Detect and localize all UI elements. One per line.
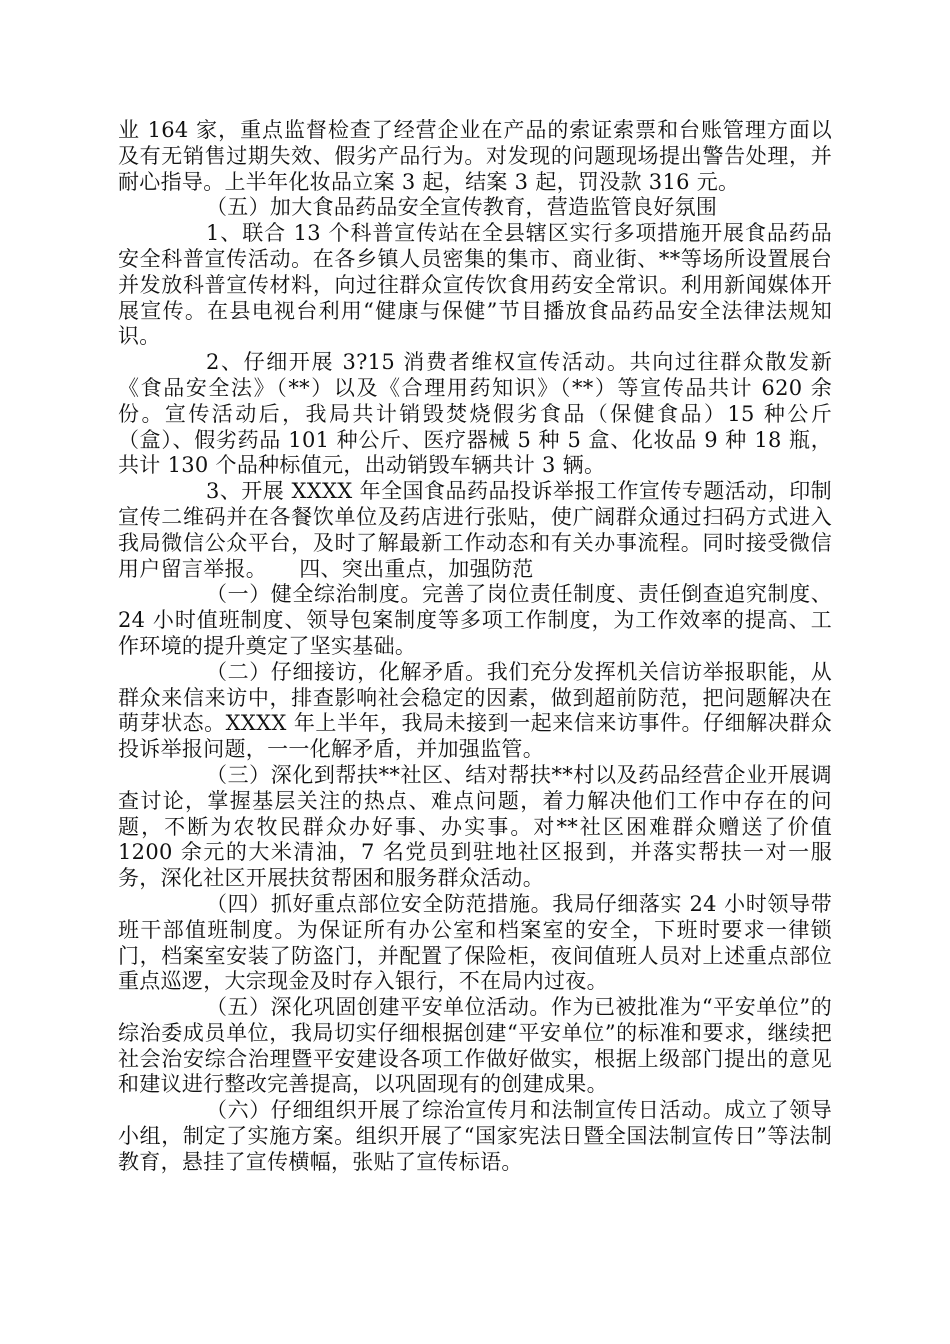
- paragraph-supervision-summary: 业 164 家，重点监督检查了经营企业在产品的索证索票和台账管理方面以及有无销售过期失效、假劣产品行为。对发现的问题现场提出警告处理，并耐心指导。上半年化妆品立案 3 起，结案 3 起，罚没款 316 元。: [118, 118, 832, 194]
- section-heading-publicity: （五）加大食品药品安全宣传教育，营造监管良好氛围: [206, 195, 718, 220]
- paragraph-legal-publicity: （六）仔细组织开展了综治宣传月和法制宣传日活动。成立了领导小组，制定了实施方案。组织开展了“国家宪法日暨全国法制宣传日”等法制教育，悬挂了宣传横幅，张贴了宣传标语。: [118, 1098, 832, 1174]
- paragraph-petition-handling: （二）仔细接访，化解矛盾。我们充分发挥机关信访举报职能，从群众来信来访中，排查影响社会稳定的因素，做到超前防范，把问题解决在萌芽状态。XXXX 年上半年，我局未接到一起来信来访事件。仔细解决群众投诉举报问题，一一化解矛盾，并加强监管。: [118, 659, 832, 762]
- paragraph-safe-unit: （五）深化巩固创建平安单位活动。作为已被批准为“平安单位”的综治委成员单位，我局切实仔细根据创建“平安单位”的标准和要求，继续把社会治安综合治理暨平安建设各项工作做好做实，根据上级部门提出的意见和建议进行整改完善提高，以巩固现有的创建成果。: [118, 995, 832, 1097]
- paragraph-safety-measures: （四）抓好重点部位安全防范措施。我局仔细落实 24 小时领导带班干部值班制度。为保证所有办公室和档案室的安全，下班时要求一律锁门，档案室安装了防盗门，并配置了保险柜，夜间值班人员对上述重点部位重点巡逻，大宗现金及时存入银行，不在局内过夜。: [118, 891, 832, 994]
- paragraph-consumer-rights: 2、仔细开展 3?15 消费者维权宣传活动。共向过往群众散发新《食品安全法》（**）以及《合理用药知识》（**）等宣传品共计 620 余份。宣传活动后，我局共计销毁焚烧假劣食品（保健食品）15 种公斤（盒）、假劣药品 101 种公斤、医疗器械 5 种 5 盒、化妆品 9 种 18 瓶，共计 130 个品种标值元，出动销毁车辆共计 3 辆。: [118, 350, 832, 478]
- paragraph-complaint-reporting: 3、开展 XXXX 年全国食品药品投诉举报工作宣传专题活动，印制宣传二维码并在各餐饮单位及药店进行张贴，使广阔群众通过扫码方式进入我局微信公众平台，及时了解最新工作动态和有关办事流程。同时接受微信用户留言举报。 四、突出重点，加强防范: [118, 479, 832, 581]
- paragraph-comprehensive-system: （一）健全综治制度。完善了岗位责任制度、责任倒查追究制度、24 小时值班制度、领导包案制度等多项工作制度，为工作效率的提高、工作环境的提升奠定了坚实基础。: [118, 582, 832, 658]
- paragraph-science-publicity: 1、联合 13 个科普宣传站在全县辖区实行多项措施开展食品药品安全科普宣传活动。在各乡镇人员密集的集市、商业街、**等场所设置展台并发放科普宣传材料，向过往群众宣传饮食用药安全常识。利用新闻媒体开展宣传。在县电视台利用“健康与保健”节目播放食品药品安全法律法规知识。: [118, 221, 832, 349]
- paragraph-community-assistance: （三）深化到帮扶**社区、结对帮扶**村以及药品经营企业开展调查讨论，掌握基层关注的热点、难点问题，着力解决他们工作中存在的问题，不断为农牧民群众办好事、办实事。对**社区困难群众赠送了价值 1200 余元的大米清油，7 名党员到驻地社区报到，并落实帮扶一对一服务，深化社区开展扶贫帮困和服务群众活动。: [118, 762, 832, 891]
- document-body: [118, 118, 832, 1176]
